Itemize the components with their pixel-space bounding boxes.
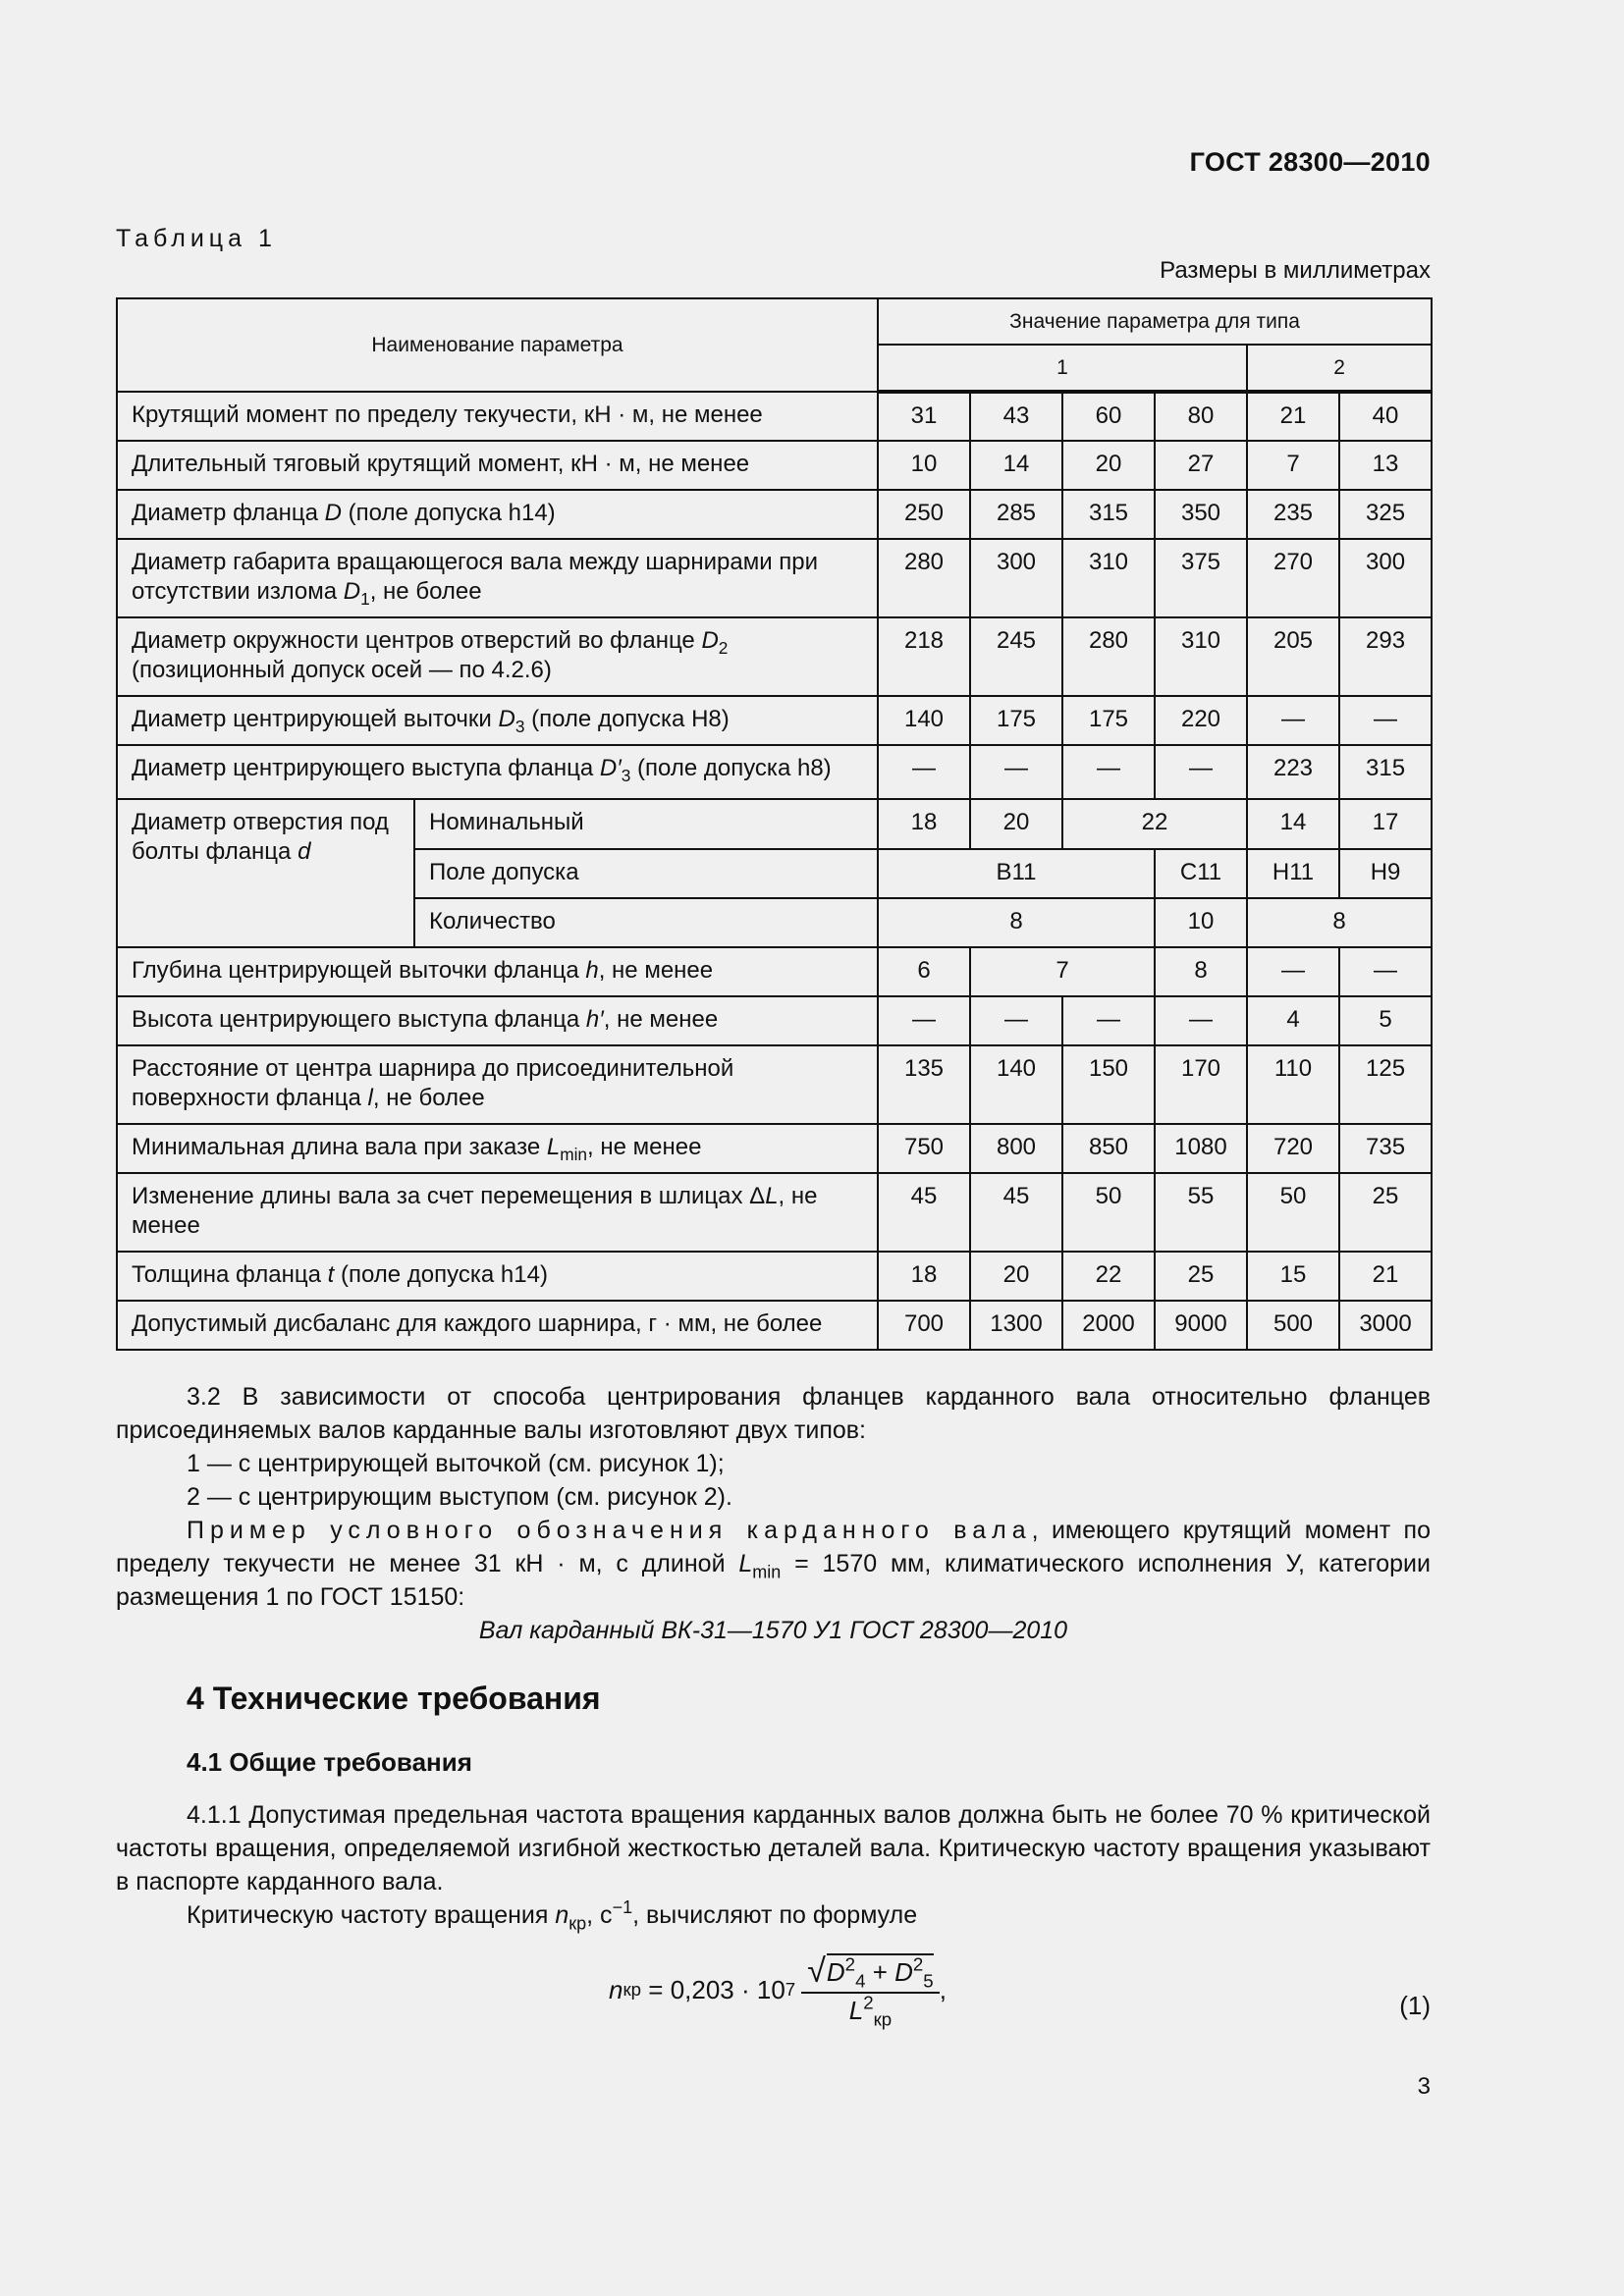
list-item-type-2: 2 — с центрирующим выступом (см. рисунок 2). — [187, 1483, 732, 1511]
table-cell: — — [970, 745, 1062, 799]
table-cell: 1080 — [1155, 1124, 1247, 1173]
table-cell: 750 — [878, 1124, 970, 1173]
paragraph-critical-frequency: Критическую частоту вращения $n_{кр}$, $с^{-1}$, вычисляют по формуле — [187, 1897, 918, 1934]
table-cell: 18 — [878, 799, 970, 849]
table-cell: 6 — [878, 947, 970, 996]
table-cell: 270 — [1247, 539, 1339, 617]
table-cell: 110 — [1247, 1045, 1339, 1124]
table-cell: Н11 — [1247, 849, 1339, 898]
header-parameter-value: Значение параметра для типа — [878, 298, 1432, 345]
table-cell: — — [878, 996, 970, 1045]
table-cell: 7 — [970, 947, 1155, 996]
row-label: Расстояние от центра шарнира до присоединительной поверхности фланца l, не более — [117, 1045, 878, 1124]
table-cell: — — [1339, 696, 1432, 745]
table-cell: — — [1247, 947, 1339, 996]
page-number: 3 — [1417, 2073, 1431, 2100]
table-cell: — — [1155, 996, 1247, 1045]
table-cell: 20 — [1062, 441, 1155, 490]
row-label: Высота центрирующего выступа фланца h′, не менее — [117, 996, 878, 1045]
table-row — [117, 617, 1432, 696]
table-cell: 150 — [1062, 1045, 1155, 1124]
table-cell: 40 — [1339, 392, 1432, 441]
table-cell: — — [1155, 745, 1247, 799]
table-cell: — — [1339, 947, 1432, 996]
table-cell: 45 — [878, 1173, 970, 1252]
table-cell: 8 — [878, 898, 1155, 947]
table-cell: 50 — [1062, 1173, 1155, 1252]
table-row — [117, 745, 1432, 799]
table-cell: 8 — [1155, 947, 1247, 996]
table-cell: 55 — [1155, 1173, 1247, 1252]
table-cell: 25 — [1155, 1252, 1247, 1301]
table-cell: 8 — [1247, 898, 1432, 947]
row-label: Толщина фланца t (поле допуска h14) — [117, 1252, 878, 1301]
paragraph-example: Пример условного обозначения карданного вала, имеющего крутящий момент по пределу текучести не менее 31 кН · м, с длиной $L_{min} = 1570$ мм, климатического исполнения У, категории размещения 1 по ГОСТ 15150: — [116, 1517, 1431, 1611]
table-cell: 310 — [1155, 617, 1247, 696]
row-label: Диаметр фланца D (поле допуска h14) — [117, 490, 878, 539]
table-cell: 720 — [1247, 1124, 1339, 1173]
row-label: Длительный тяговый крутящий момент, кН · м, не менее — [117, 441, 878, 490]
table-cell: 140 — [878, 696, 970, 745]
table-row — [117, 539, 1432, 617]
table-cell: 300 — [970, 539, 1062, 617]
table-cell: 235 — [1247, 490, 1339, 539]
table-cell: 218 — [878, 617, 970, 696]
header-parameter-name: Наименование параметра — [117, 298, 878, 392]
table-cell: 20 — [970, 1252, 1062, 1301]
table-cell: 80 — [1155, 392, 1247, 441]
row-label: Диаметр габарита вращающегося вала между шарнирами при отсутствии излома $D_1$, не более — [117, 539, 878, 617]
table-cell: — — [1062, 745, 1155, 799]
table-cell: 375 — [1155, 539, 1247, 617]
table-cell: Н9 — [1339, 849, 1432, 898]
paragraph-3-2: 3.2 В зависимости от способа центрирования фланцев карданного вала относительно фланцев присоединяемых валов карданные валы изготовляют двух типов: — [116, 1383, 1431, 1444]
row-sublabel-tolerance: Поле допуска — [414, 849, 878, 898]
units-note: Размеры в миллиметрах — [1160, 257, 1431, 284]
row-label-bolt-hole-group: Диаметр отверстия под болты фланца d — [117, 799, 414, 947]
table-cell: 21 — [1339, 1252, 1432, 1301]
table-cell: — — [1062, 996, 1155, 1045]
row-sublabel-count: Количество — [414, 898, 878, 947]
section-heading-4: 4 Технические требования — [187, 1681, 601, 1716]
table-cell: 20 — [970, 799, 1062, 849]
formula-critical-frequency: n кр = 0,203 · 10 7 √ $D^2_4 + D^2_5$ $L^2_{кр}$ , — [609, 1952, 947, 2030]
table-row — [117, 392, 1432, 441]
table-cell: 315 — [1339, 745, 1432, 799]
table-cell: 280 — [878, 539, 970, 617]
table-cell: 31 — [878, 392, 970, 441]
document-id-header: ГОСТ 28300—2010 — [1189, 147, 1431, 177]
table-row — [117, 1301, 1432, 1350]
table-cell: В11 — [878, 849, 1155, 898]
table-cell: 205 — [1247, 617, 1339, 696]
square-root-icon: √ — [807, 1952, 826, 1990]
table-row — [117, 996, 1432, 1045]
table-cell: 45 — [970, 1173, 1062, 1252]
header-type-1: 1 — [878, 345, 1247, 392]
table-row — [117, 947, 1432, 996]
table-cell: — — [1247, 696, 1339, 745]
table-cell: 350 — [1155, 490, 1247, 539]
row-label: Диаметр окружности центров отверстий во фланце $D_2$ (позиционный допуск осей — по 4.2.6) — [117, 617, 878, 696]
table-cell: 3000 — [1339, 1301, 1432, 1350]
table-caption: Таблица 1 — [116, 225, 277, 252]
table-cell: 170 — [1155, 1045, 1247, 1124]
table-cell: 14 — [970, 441, 1062, 490]
paragraph-4-1-1: 4.1.1 Допустимая предельная частота вращения карданных валов должна быть не более 70 % критической частоты вращения, определяемой изгибной жесткостью деталей вала. Критическую частоту вращения указывают в паспорте карданного вала. — [116, 1801, 1431, 1896]
table-cell: 800 — [970, 1124, 1062, 1173]
parameters-table — [116, 297, 1433, 1351]
table-cell: С11 — [1155, 849, 1247, 898]
table-cell: 175 — [970, 696, 1062, 745]
row-label: Диаметр центрирующей выточки $D_3$ (поле допуска Н8) — [117, 696, 878, 745]
table-cell: — — [878, 745, 970, 799]
table-cell: 285 — [970, 490, 1062, 539]
table-cell: 50 — [1247, 1173, 1339, 1252]
row-label: Допустимый дисбаланс для каждого шарнира, г · мм, не более — [117, 1301, 878, 1350]
table-cell: 175 — [1062, 696, 1155, 745]
table-row — [117, 490, 1432, 539]
table-cell: 9000 — [1155, 1301, 1247, 1350]
row-label: Глубина центрирующей выточки фланца h, не менее — [117, 947, 878, 996]
table-cell: 2000 — [1062, 1301, 1155, 1350]
formula-number: (1) — [1399, 1991, 1431, 2020]
table-cell: 850 — [1062, 1124, 1155, 1173]
row-sublabel-nominal: Номинальный — [414, 799, 878, 849]
table-cell: 310 — [1062, 539, 1155, 617]
table-cell: 223 — [1247, 745, 1339, 799]
table-row — [117, 1045, 1432, 1124]
table-cell: 700 — [878, 1301, 970, 1350]
table-cell: 293 — [1339, 617, 1432, 696]
table-cell: 135 — [878, 1045, 970, 1124]
table-row — [117, 1252, 1432, 1301]
table-cell: 15 — [1247, 1252, 1339, 1301]
table-cell: 220 — [1155, 696, 1247, 745]
table-cell: 17 — [1339, 799, 1432, 849]
formula-fraction: √ $D^2_4 + D^2_5$ $L^2_{кр}$ — [801, 1953, 940, 2026]
row-label: Крутящий момент по пределу текучести, кН · м, не менее — [117, 392, 878, 441]
table-cell: 325 — [1339, 490, 1432, 539]
table-cell: 5 — [1339, 996, 1432, 1045]
table-row — [117, 696, 1432, 745]
table-cell: 43 — [970, 392, 1062, 441]
list-item-type-1: 1 — с центрирующей выточкой (см. рисунок 1); — [187, 1450, 725, 1477]
table-cell: 500 — [1247, 1301, 1339, 1350]
table-cell: 10 — [878, 441, 970, 490]
table-row — [117, 1173, 1432, 1252]
table-cell: 13 — [1339, 441, 1432, 490]
table-cell: 4 — [1247, 996, 1339, 1045]
table-cell: 22 — [1062, 1252, 1155, 1301]
table-cell: 7 — [1247, 441, 1339, 490]
table-cell: 18 — [878, 1252, 970, 1301]
header-type-2: 2 — [1247, 345, 1432, 392]
table-cell: 21 — [1247, 392, 1339, 441]
table-cell: 1300 — [970, 1301, 1062, 1350]
row-label: Изменение длины вала за счет перемещения в шлицах ΔL, не менее — [117, 1173, 878, 1252]
table-cell: 125 — [1339, 1045, 1432, 1124]
table-row — [117, 441, 1432, 490]
row-label: Минимальная длина вала при заказе $L_{min}$, не менее — [117, 1124, 878, 1173]
table-cell: 245 — [970, 617, 1062, 696]
table-row — [117, 1124, 1432, 1173]
table-cell: 280 — [1062, 617, 1155, 696]
table-cell: 14 — [1247, 799, 1339, 849]
table-cell: 735 — [1339, 1124, 1432, 1173]
table-cell: 10 — [1155, 898, 1247, 947]
table-cell: 27 — [1155, 441, 1247, 490]
table-cell: 315 — [1062, 490, 1155, 539]
row-label: Диаметр центрирующего выступа фланца $D'_3$ (поле допуска h8) — [117, 745, 878, 799]
table-cell: 250 — [878, 490, 970, 539]
section-heading-4-1: 4.1 Общие требования — [187, 1747, 472, 1777]
table-cell: 300 — [1339, 539, 1432, 617]
table-cell: 25 — [1339, 1173, 1432, 1252]
table-row — [117, 799, 1432, 849]
table-cell: 60 — [1062, 392, 1155, 441]
example-designation: Вал карданный ВК-31—1570 У1 ГОСТ 28300—2010 — [478, 1617, 1068, 1644]
table-cell: 22 — [1062, 799, 1247, 849]
table-cell: 140 — [970, 1045, 1062, 1124]
table-cell: — — [970, 996, 1062, 1045]
